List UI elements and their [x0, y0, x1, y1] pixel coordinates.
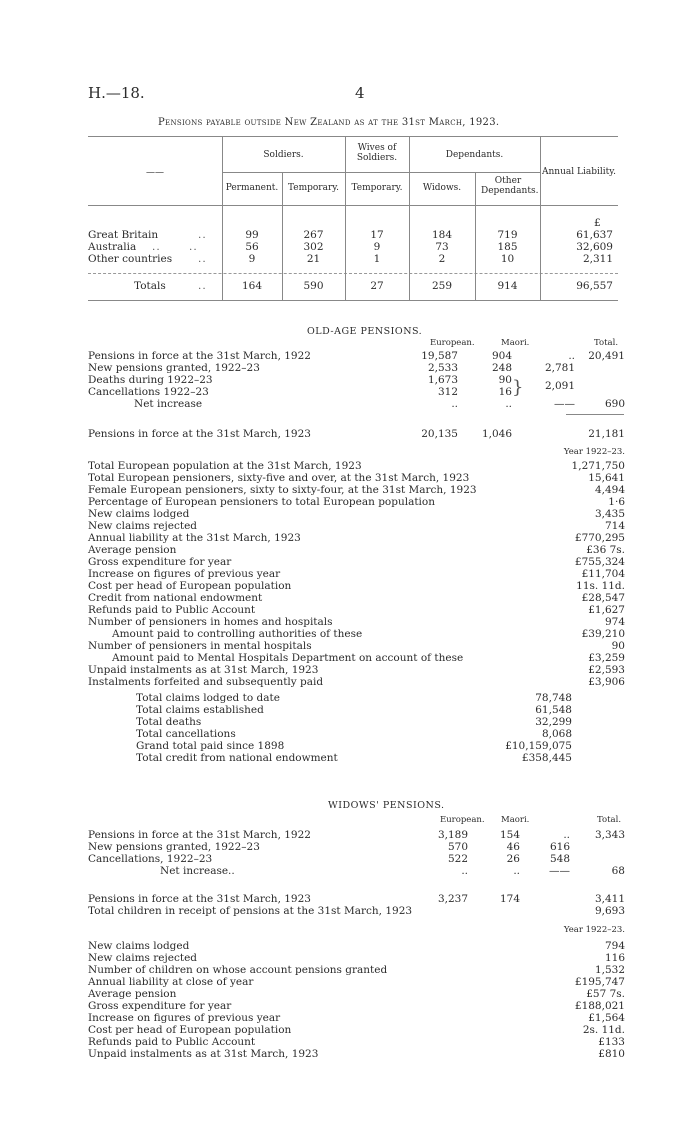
stat-label: Total claims established [136, 704, 264, 716]
totals-label: Totals [134, 280, 166, 292]
stat-label: Grand total paid since 1898 [136, 740, 285, 752]
stat-label: Increase on figures of previous year [88, 568, 281, 580]
cell-european: 312 [437, 386, 458, 398]
cell-subtotal: —— [549, 865, 570, 877]
stat-value: £1,627 [588, 604, 625, 616]
sub-header-other-dependants: Other Dependants. [481, 176, 539, 196]
stat-value: £2,593 [588, 664, 625, 676]
cell-other: 185 [497, 241, 518, 253]
cell-permanent: 56 [245, 241, 259, 253]
stat-label: New claims rejected [88, 952, 198, 964]
cell-european: 3,237 [437, 893, 468, 905]
stat-value: 4,494 [594, 484, 625, 496]
stat-label: Cost per head of European population [88, 580, 292, 592]
col-header-wives: Wives of Soldiers. [356, 143, 398, 163]
cell-wives: 17 [370, 229, 384, 241]
cell-subtotal: .. [568, 350, 575, 362]
stat-label: New claims rejected [88, 520, 198, 532]
cell-total: 3,343 [594, 829, 625, 841]
cell-maori: 248 [491, 362, 512, 374]
stat-label: Total European population at the 31st March, 1923 [88, 460, 362, 472]
cell-liability: 61,637 [576, 229, 613, 241]
cell-maori: 174 [499, 893, 520, 905]
row-label: New pensions granted, 1922–23 [88, 362, 260, 374]
stat-label: Increase on figures of previous year [88, 1012, 281, 1024]
col-header-dependants: Dependants. [445, 150, 504, 160]
leader-dots: .. [198, 280, 207, 292]
widows-title: WIDOWS' PENSIONS. [328, 800, 445, 811]
widows-col-european: European. [440, 815, 485, 825]
cell-widows: 73 [435, 241, 449, 253]
stat-value: 974 [604, 616, 625, 628]
stat-label: Female European pensioners, sixty to sixty-four, at the 31st March, 1923 [88, 484, 477, 496]
pensions-outside-title: Pensions payable outside New Zealand as at the 31st March, 1923. [158, 117, 500, 128]
cell-total: 20,491 [588, 350, 625, 362]
row-label: Other countries [88, 253, 173, 265]
stat-value: 1,271,750 [571, 460, 625, 472]
stat-label: Instalments forfeited and subsequently paid [88, 676, 324, 688]
row-label: Pensions in force at the 31st March, 1923 [88, 428, 311, 440]
stat-label: Annual liability at the 31st March, 1923 [88, 532, 301, 544]
stat-label: Refunds paid to Public Account [88, 1036, 256, 1048]
cell-subtotal: 616 [549, 841, 570, 853]
widows-col-total: Total. [597, 815, 622, 825]
old-age-col-european: European. [430, 338, 475, 348]
row-label: Pensions in force at the 31st March, 1922 [88, 829, 311, 841]
stat-label: Amount paid to controlling authorities of these [112, 628, 363, 640]
col-header-blank: —— [146, 168, 164, 178]
page-number: 4 [355, 84, 365, 102]
cell-temporary: 590 [303, 280, 324, 292]
cell-european: 2,533 [427, 362, 458, 374]
cell-european: 20,135 [421, 428, 458, 440]
sub-header-permanent: Permanent. [225, 183, 279, 193]
cell-subtotal: 2,091 [544, 380, 575, 392]
cell-maori: 26 [506, 853, 520, 865]
currency-symbol: £ [594, 217, 601, 229]
col-header-soldiers: Soldiers. [263, 150, 304, 160]
stat-value: 116 [604, 952, 625, 964]
row-label: Net increase.. [160, 865, 235, 877]
leader-dots: .. [198, 253, 207, 265]
cell-wives: 9 [373, 241, 381, 253]
cell-european: 1,673 [427, 374, 458, 386]
cell-total: 21,181 [588, 428, 625, 440]
cell-european: .. [451, 398, 458, 410]
stat-value: £810 [598, 1048, 625, 1060]
cell-maori: 904 [491, 350, 512, 362]
stat-value: 15,641 [588, 472, 625, 484]
stat-value: £57 7s. [586, 988, 625, 1000]
row-label: Pensions in force at the 31st March, 1922 [88, 350, 311, 362]
cell-widows: 184 [431, 229, 453, 241]
col-header-annual-liability: Annual Liability. [542, 167, 616, 177]
cell-european: 3,189 [437, 829, 468, 841]
stat-value: 3,435 [594, 508, 625, 520]
cell-permanent: 9 [248, 253, 256, 265]
cell-widows: 2 [438, 253, 446, 265]
cell-maori: 154 [499, 829, 520, 841]
cell-other: 10 [500, 253, 515, 265]
stat-label: Average pension [88, 988, 177, 1000]
cell-other: 914 [497, 280, 518, 292]
row-label: Total children in receipt of pensions at the 31st March, 1923 [88, 905, 413, 917]
stat-value: £11,704 [581, 568, 625, 580]
old-age-col-total: Total. [594, 338, 619, 348]
cell-total: 9,693 [594, 905, 625, 917]
stat-label: New claims lodged [88, 940, 190, 952]
stat-value: £770,295 [574, 532, 625, 544]
document-reference: H.—18. [88, 84, 145, 102]
row-label: Cancellations, 1922–23 [88, 853, 213, 865]
cell-maori: 90 [498, 374, 512, 386]
row-label: Australia [88, 241, 137, 253]
stat-label: Cost per head of European population [88, 1024, 292, 1036]
cell-temporary: 302 [303, 241, 324, 253]
stat-label: Number of pensioners in homes and hospitals [88, 616, 333, 628]
cell-permanent: 99 [245, 229, 259, 241]
stat-value: £10,159,075 [505, 740, 572, 752]
row-label: Pensions in force at the 31st March, 1923 [88, 893, 311, 905]
stat-label: Total claims lodged to date [136, 692, 280, 704]
stat-value: 78,748 [535, 692, 572, 704]
sub-header-widows: Widows. [422, 183, 462, 193]
row-label: Great Britain [88, 229, 159, 241]
year-label: Year 1922–23. [563, 925, 625, 935]
old-age-title: OLD-AGE PENSIONS. [307, 326, 423, 337]
cell-total: 3,411 [594, 893, 625, 905]
stat-label: Gross expenditure for year [88, 1000, 232, 1012]
row-label: Deaths during 1922–23 [88, 374, 213, 386]
stat-value: 794 [604, 940, 625, 952]
stat-label: Unpaid instalments as at 31st March, 1923 [88, 1048, 319, 1060]
stat-value: 32,299 [535, 716, 572, 728]
stat-label: Refunds paid to Public Account [88, 604, 256, 616]
leader-dots: .. [198, 229, 207, 241]
stat-value: 61,548 [535, 704, 572, 716]
cell-subtotal: 2,781 [544, 362, 575, 374]
cell-permanent: 164 [241, 280, 263, 292]
stat-value: 1·6 [608, 496, 625, 508]
stat-label: Total credit from national endowment [136, 752, 338, 764]
sub-header-temporary: Temporary. [287, 183, 340, 193]
cell-european: .. [461, 865, 468, 877]
cell-european: 522 [447, 853, 468, 865]
stat-label: Average pension [88, 544, 177, 556]
stat-value: 90 [611, 640, 625, 652]
stat-value: £3,259 [588, 652, 625, 664]
stat-label: Amount paid to Mental Hospitals Department on account of these [112, 652, 464, 664]
row-label: Cancellations 1922–23 [88, 386, 209, 398]
row-label: Net increase [134, 398, 203, 410]
cell-european: 570 [447, 841, 468, 853]
cell-liability: 2,311 [582, 253, 613, 265]
stat-value: £133 [598, 1036, 625, 1048]
cell-total: 68 [611, 865, 625, 877]
stat-value: £755,324 [574, 556, 625, 568]
cell-liability: 32,609 [576, 241, 613, 253]
stat-value: 714 [604, 520, 625, 532]
stat-value: 1,532 [594, 964, 625, 976]
cell-maori: 16 [498, 386, 512, 398]
stat-label: Total cancellations [136, 728, 236, 740]
cell-maori: .. [505, 398, 512, 410]
stat-value: £3,906 [588, 676, 625, 688]
stat-value: £188,021 [574, 1000, 625, 1012]
cell-widows: 259 [431, 280, 453, 292]
bracket-maori: } [512, 377, 524, 398]
widows-col-maori: Maori. [501, 815, 530, 825]
stat-value: £195,747 [574, 976, 625, 988]
stat-label: New claims lodged [88, 508, 190, 520]
cell-total: 690 [604, 398, 625, 410]
stat-label: Percentage of European pensioners to total European population [88, 496, 435, 508]
stat-label: Unpaid instalments as at 31st March, 1923 [88, 664, 319, 676]
sub-header-wives-temporary: Temporary. [351, 183, 403, 193]
cell-temporary: 267 [303, 229, 324, 241]
cell-temporary: 21 [306, 253, 321, 265]
stat-label: Total deaths [136, 716, 202, 728]
cell-subtotal: .. [563, 829, 570, 841]
cell-subtotal: 548 [549, 853, 570, 865]
stat-value: £1,564 [588, 1012, 625, 1024]
cell-maori: 1,046 [481, 428, 512, 440]
year-label: Year 1922–23. [563, 447, 625, 457]
cell-maori: .. [513, 865, 520, 877]
cell-maori: 46 [506, 841, 520, 853]
stat-label: Number of pensioners in mental hospitals [88, 640, 312, 652]
row-label: New pensions granted, 1922–23 [88, 841, 260, 853]
cell-subtotal: —— [554, 398, 575, 410]
stat-value: 11s. 11d. [576, 580, 625, 592]
cell-wives: 1 [373, 253, 381, 265]
cell-european: 19,587 [421, 350, 458, 362]
cell-wives: 27 [370, 280, 384, 292]
cell-other: 719 [497, 229, 518, 241]
stat-value: 2s. 11d. [582, 1024, 625, 1036]
stat-value: 8,068 [541, 728, 572, 740]
stat-label: Gross expenditure for year [88, 556, 232, 568]
stat-label: Annual liability at close of year [88, 976, 254, 988]
stat-value: £28,547 [581, 592, 625, 604]
stat-label: Credit from national endowment [88, 592, 263, 604]
stat-label: Total European pensioners, sixty-five and over, at the 31st March, 1923 [88, 472, 470, 484]
old-age-col-maori: Maori. [501, 338, 530, 348]
stat-value: £358,445 [521, 752, 572, 764]
stat-value: £36 7s. [586, 544, 625, 556]
stat-label: Number of children on whose account pensions granted [88, 964, 388, 976]
cell-liability: 96,557 [576, 280, 613, 292]
leader-dots: .. .. [152, 241, 198, 253]
stat-value: £39,210 [581, 628, 625, 640]
